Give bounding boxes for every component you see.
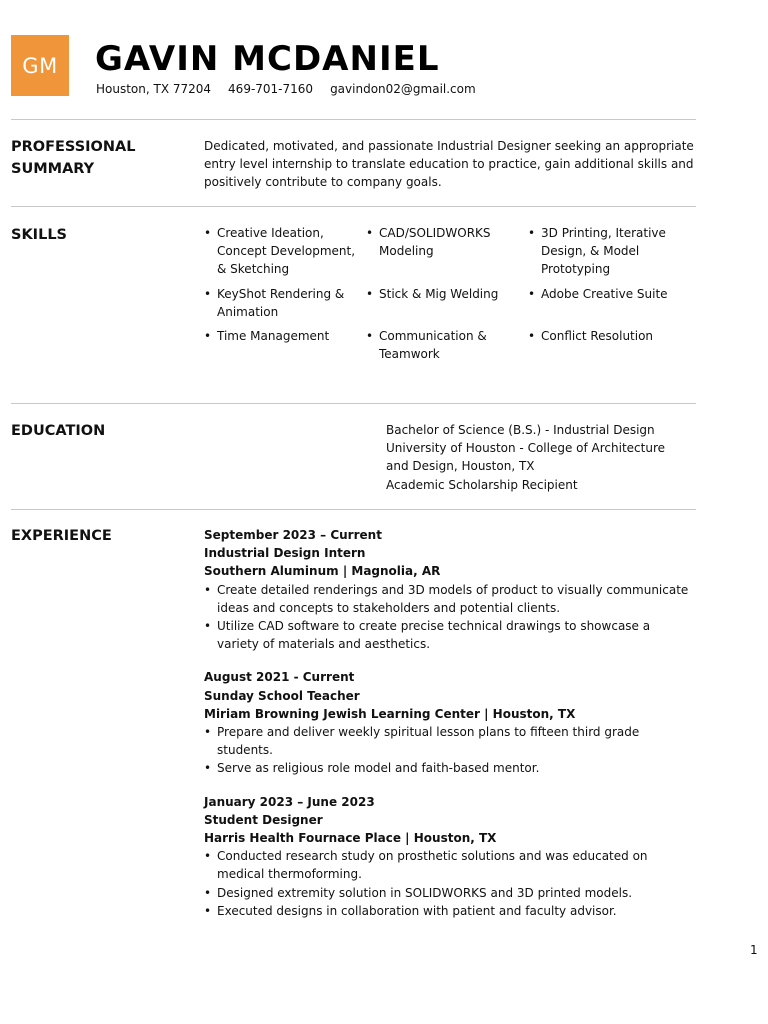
job-bullet: • Create detailed renderings and 3D models of product to visually communicate ideas and concepts to stakeholders and potential clients.: [204, 582, 689, 615]
section-divider: [11, 403, 696, 404]
job-bullet: • Designed extremity solution in SOLIDWORKS and 3D printed models.: [204, 885, 633, 900]
skill-item: • Stick & Mig Welding: [366, 286, 499, 301]
job-bullet: • Serve as religious role model and faith-based mentor.: [204, 761, 540, 776]
skill-item: • Adobe Creative Suite: [528, 286, 668, 301]
skills-row: [204, 224, 694, 279]
section-divider: [11, 119, 696, 120]
skill-item: • Time Management: [204, 329, 330, 344]
skills-list: [204, 224, 694, 369]
experience-heading: EXPERIENCE: [11, 528, 112, 544]
job-bullet: • Conducted research study on prosthetic solutions and was educated on medical thermoforming.: [204, 849, 648, 882]
job-company: Miriam Browning Jewish Learning Center | Houston, TX: [204, 706, 576, 721]
skill-item: • Communication & Teamwork: [366, 329, 487, 362]
job-entry: [204, 793, 694, 920]
experience-list: [204, 526, 694, 935]
skills-row: [204, 285, 694, 321]
job-entry: [204, 526, 694, 653]
job-dates: January 2023 – June 2023: [204, 794, 375, 809]
honor: Academic Scholarship Recipient: [386, 477, 578, 492]
degree: Bachelor of Science (B.S.) - Industrial Design: [386, 423, 655, 437]
contact-info: [96, 82, 476, 96]
candidate-name: GAVIN MCDANIEL: [95, 39, 440, 79]
skill-item: • CAD/SOLIDWORKS Modeling: [366, 226, 491, 259]
phone: 469-701-7160: [228, 82, 314, 96]
email: gavindon02@gmail.com: [330, 82, 476, 96]
skill-item: • KeyShot Rendering & Animation: [204, 286, 345, 319]
job-entry: [204, 668, 694, 777]
skill-item: • Conflict Resolution: [528, 329, 654, 344]
section-divider: [11, 206, 696, 207]
monogram-logo: GM: [11, 35, 69, 96]
skill-item: • 3D Printing, Iterative Design, & Model Prototyping: [528, 226, 666, 277]
education-details: [386, 421, 686, 494]
job-dates: August 2021 - Current: [204, 670, 355, 685]
job-dates: September 2023 – Current: [204, 528, 382, 542]
summary-text: Dedicated, motivated, and passionate Industrial Designer seeking an appropriate entry level internship to translate education to practice, gain additional skills and positively contribute to company goals.: [204, 139, 694, 190]
skill-item: • Creative Ideation, Concept Development, & Sketching: [204, 226, 356, 277]
skills-heading: SKILLS: [11, 227, 67, 243]
page-number: 1: [750, 943, 758, 957]
job-bullet: • Executed designs in collaboration with patient and faculty advisor.: [204, 903, 617, 918]
job-role: Sunday School Teacher: [204, 688, 360, 703]
school: University of Houston - College of Architecture and Design, Houston, TX: [386, 441, 665, 474]
skills-row: [204, 327, 694, 363]
location: Houston, TX 77204: [96, 82, 212, 96]
job-company: Harris Health Fournace Place | Houston, TX: [204, 831, 497, 846]
job-bullet: • Utilize CAD software to create precise technical drawings to showcase a variety of materials and aesthetics.: [204, 619, 651, 652]
job-company: Southern Aluminum | Magnolia, AR: [204, 564, 441, 579]
summary-heading: PROFESSIONAL SUMMARY: [11, 139, 136, 177]
job-bullet: • Prepare and deliver weekly spiritual lesson plans to fifteen third grade students.: [204, 725, 640, 758]
education-heading: EDUCATION: [11, 423, 106, 439]
section-divider: [11, 509, 696, 510]
job-role: Student Designer: [204, 812, 323, 827]
job-role: Industrial Design Intern: [204, 546, 366, 561]
